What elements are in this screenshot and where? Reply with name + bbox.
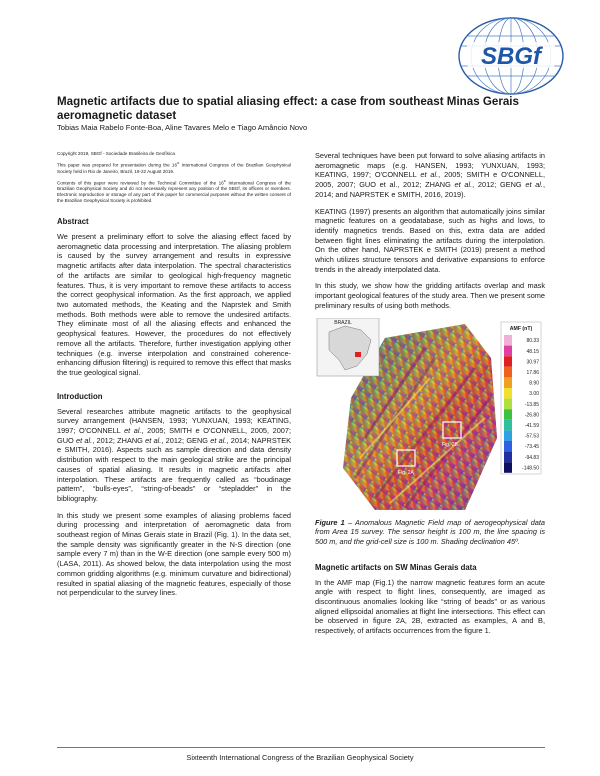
legend-swatch <box>504 430 512 441</box>
legend-swatch <box>504 441 512 452</box>
legend-value: -73.45 <box>524 443 539 450</box>
legend-value: -57.53 <box>524 433 539 440</box>
introduction-paragraph-2: In this study we present some examples of aliasing problems faced during processing and interpretation of aeromagnetic data from southeast region of Minas Gerais state in Brazil (Fig. 1). In the data set, the sample density was significantly greater in the N-S direction (one sample every 7 m) than in the W-E direction (one sample every 500 m) (LASA, 2011). As showed below, the data interpolation using the most common gridding algorithms (e.g. minimum curvature and bidirectional) resulted in spatial aliasing of the magnetic features, especially of those not perpendicular to the survey lines. <box>57 510 291 598</box>
sbgf-logo <box>447 12 575 100</box>
legend-value: -94.83 <box>524 454 539 461</box>
globe-logo-icon <box>447 12 575 100</box>
legend-swatch <box>504 462 512 473</box>
footer-divider <box>57 747 545 748</box>
svg-text:Fig. 2A: Fig. 2A <box>398 469 414 476</box>
introduction-heading: Introduction <box>57 391 103 401</box>
keating-paragraph: KEATING (1997) presents an algorithm that automatically joins similar magnetic features on a geodatabase, such as highs and lows, to identify magnetics trends. Based on this, extra data are added between flight lines eliminating the artifacts during the interpolation. On the other hand, NAPRSTEK e SMITH (2019) present a method which utilizes structure tensors and derivative expansions to enforce trends in the already interpolated data. <box>315 206 545 274</box>
abstract-text: We present a preliminary effort to solve the aliasing effect faced by aeromagnetic data processing and interpretation. The aliasing problem is caused by the survey arrangement and results in expressive magnetic artifacts after data interpolation. The spectral characteristics of the artifacts are similar to geological high-frequency magnetic features. Thus, it is very important to remove these artifacts to access the correct geophysical information. As the first approach, we applied two automated methods, the Keating and the Naprstek and Smith methods. Both methods were able to remove the undesired artifacts. They eliminate most of all the aliasing effects and enhanced the geophysical features. However, the procedures do not effectively remove all the artifacts. Therefore, further investigation applying other techniques (e.g. inverse interpolation and constrained coherence-enhancing diffusion filtering) is required to remove this effect that masks the true geological signal. <box>57 232 291 377</box>
legend-value: 17.86 <box>526 369 539 376</box>
review-note: Contents of this paper were reviewed by the Technical Committee of the 16th International Congress of the Brazilian Geophysical Society and do not necessarily represent any position of the SBGf, its officers or members. Electronic reproduction or storage of any part of this paper for commercial purposes without the written consent of the Brazilian Geophysical Society is prohibited. <box>57 179 291 204</box>
legend-value: -13.85 <box>524 401 539 408</box>
legend-value: 30.97 <box>526 358 539 365</box>
techniques-paragraph: Several techniques have been put forward to solve aliasing artifacts in aeromagnetic maps (e.g. HANSEN, 1993; YUNXUAN, 1993; KEATING, 1997; O'CONNELL et al., 2005; SMITH e O'CONNELL, 2005, 2007; GUO et al., 2012; ZHANG et al., 2012; GENG et al., 2014; and NAPRSTEK e SMITH, 2016, 2019). <box>315 151 546 199</box>
legend-value: 80.33 <box>526 337 539 344</box>
figure-1 <box>315 318 543 514</box>
legend-value: -26.80 <box>524 411 539 418</box>
legend-value: 3.00 <box>529 390 539 397</box>
legend-swatch <box>504 398 512 409</box>
copyright-notice <box>57 151 291 204</box>
author-list: Tobias Maia Rabelo Fonte-Boa, Aline Tavares Melo e Tiago Amâncio Novo <box>57 123 308 132</box>
svg-text:AMF (nT): AMF (nT) <box>509 325 533 332</box>
svg-text:Fig. 2B: Fig. 2B <box>442 441 458 448</box>
legend-value: -41.59 <box>524 422 539 429</box>
left-column <box>57 151 291 605</box>
sw-minas-heading: Magnetic artifacts on SW Minas Gerais data <box>315 562 477 572</box>
study-paragraph: In this study, we show how the gridding artifacts overlap and mask important geological features of the study area. Then we present some preliminary results of using both methods. <box>315 281 545 310</box>
sw-minas-paragraph: In the AMF map (Fig.1) the narrow magnetic features form an acute angle with respect to flight lines, consequently, are imaged as discontinuous anomalies looking like “string of beads” or as various aligned ellipsoidal anomalies at flight line intersections. This effect can be observed in figure 2A, 2B, extracted as examples, A and B, respectively, of artifacts occurrences from the figure 1. <box>315 577 545 636</box>
footer-text: Sixteenth International Congress of the Brazilian Geophysical Society <box>186 753 414 762</box>
inset-label: BRAZIL <box>334 319 352 326</box>
abstract-heading: Abstract <box>57 217 89 227</box>
presentation-note: This paper was prepared for presentation during the 16th International Congress of the Brazilian Geophysical Society held in Rio de Janeiro, Brazil, 19-22 August 2019. <box>57 162 292 174</box>
legend-swatch <box>504 335 512 346</box>
right-column <box>315 151 545 643</box>
figure-1-caption: Figure 1 – Anomalous Magnetic Field map of aerogeophysical data from Area 15 survey. The sensor height is 100 m, the line spacing is 500 m, and the grid-cell size is 100 m. Shading declination 45º. <box>315 517 545 546</box>
legend-swatch <box>504 451 512 462</box>
legend-value: 48.15 <box>526 348 539 355</box>
svg-text:SBGf: SBGf <box>481 43 541 70</box>
legend-swatch <box>504 409 512 420</box>
introduction-paragraph-1: Several researches attribute magnetic artifacts to the geophysical survey arrangement (HANSEN, 1993; YUNXUAN, 1993; KEATING, 1997; O'CONNELL et al., 2005; SMITH e O'CONNELL, 2005, 2007; GUO et al., 2012; ZHANG et al., 2012; GENG et al., 2014; NAPRSTEK e SMITH, 2016). Aspects such as sample direction and data density distribution with respect to the main geological strike are the principal causes of spatial aliasing. It results in magnetic artifacts after interpolation. These artifacts are frequently called as “boudinage pattern”, “bulls-eyes”, “string-of-beads” or “stepladder” in the bibliography. <box>57 406 291 503</box>
legend-swatch <box>504 419 512 430</box>
legend-swatch <box>504 377 512 388</box>
legend-swatch <box>504 345 512 356</box>
paper-title: Magnetic artifacts due to spatial aliasing effect: a case from southeast Minas Gerais aeromagnetic dataset <box>57 95 519 122</box>
copyright-line: Copyright 2019, SBGf - Sociedade Brasileira de Geofísica <box>57 151 175 156</box>
legend-value: -148.50 <box>522 464 539 471</box>
legend-swatch <box>504 356 512 367</box>
legend-swatch <box>504 366 512 377</box>
legend-swatch <box>504 388 512 399</box>
legend-value: 8.90 <box>529 380 539 387</box>
magnetic-field-map <box>315 318 543 514</box>
